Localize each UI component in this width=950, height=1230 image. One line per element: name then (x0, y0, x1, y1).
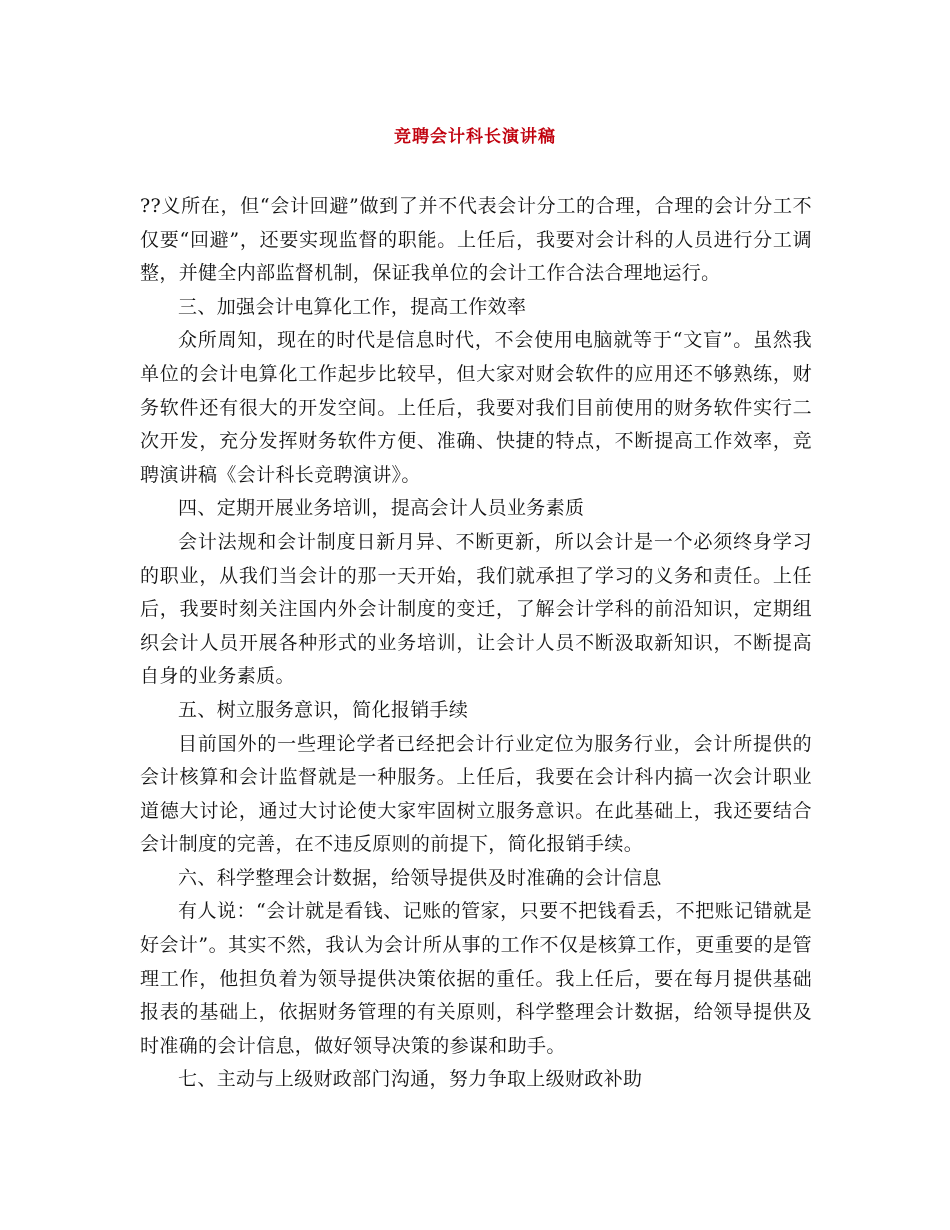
section-heading-5: 五、树立服务意识，简化报销手续 (178, 698, 469, 721)
paragraph-section-4: 会计法规和会计制度日新月异、不断更新，所以会计是一个必须终身学习的职业，从我们当会计的那一天开始，我们就承担了学习的义务和责任。上任后，我要时刻关注国内外会计制度的变迁，了解会计学科的前沿知识，定期组织会计人员开展各种形式的业务培训，让会计人员不断汲取新知识，不断提高自身的业务素质。 (140, 530, 812, 688)
section-heading-3: 三、加强会计电算化工作，提高工作效率 (178, 295, 527, 318)
paragraph-intro: ??义所在，但“会计回避”做到了并不代表会计分工的合理，合理的会计分工不仅要“回避”，还要实现监督的职能。上任后，我要对会计科的人员进行分工调整，并健全内部监督机制，保证我单位的会计工作合法合理地运行。 (140, 195, 812, 285)
paragraph-section-6: 有人说：“会计就是看钱、记账的管家，只要不把钱看丢，不把账记错就是好会计”。其实不然，我认为会计所从事的工作不仅是核算工作，更重要的是管理工作，他担负着为领导提供决策依据的重任。我上任后，要在每月提供基础报表的基础上，依据财务管理的有关原则，科学整理会计数据，给领导提供及时准确的会计信息，做好领导决策的参谋和助手。 (140, 900, 812, 1057)
paragraph-section-5: 目前国外的一些理论学者已经把会计行业定位为服务行业，会计所提供的会计核算和会计监督就是一种服务。上任后，我要在会计科内搞一次会计职业道德大讨论，通过大讨论使大家牢固树立服务意识。在此基础上，我还要结合会计制度的完善，在不违反原则的前提下，简化报销手续。 (140, 732, 812, 856)
section-heading-7: 七、主动与上级财政部门沟通，努力争取上级财政补助 (178, 1068, 643, 1091)
section-heading-6: 六、科学整理会计数据，给领导提供及时准确的会计信息 (178, 866, 662, 889)
paragraph-section-3: 众所周知，现在的时代是信息时代，不会使用电脑就等于“文盲”。虽然我单位的会计电算化工作起步比较早，但大家对财会软件的应用还不够熟练，财务软件还有很大的开发空间。上任后，我要对我们目前使用的财务软件实行二次开发，充分发挥财务软件方便、准确、快捷的特点，不断提高工作效率，竞聘演讲稿《会计科长竞聘演讲》。 (140, 329, 812, 486)
document-title: 竞聘会计科长演讲稿 (394, 127, 556, 147)
section-heading-4: 四、定期开展业务培训，提高会计人员业务素质 (178, 497, 585, 520)
document-body (140, 190, 812, 1097)
